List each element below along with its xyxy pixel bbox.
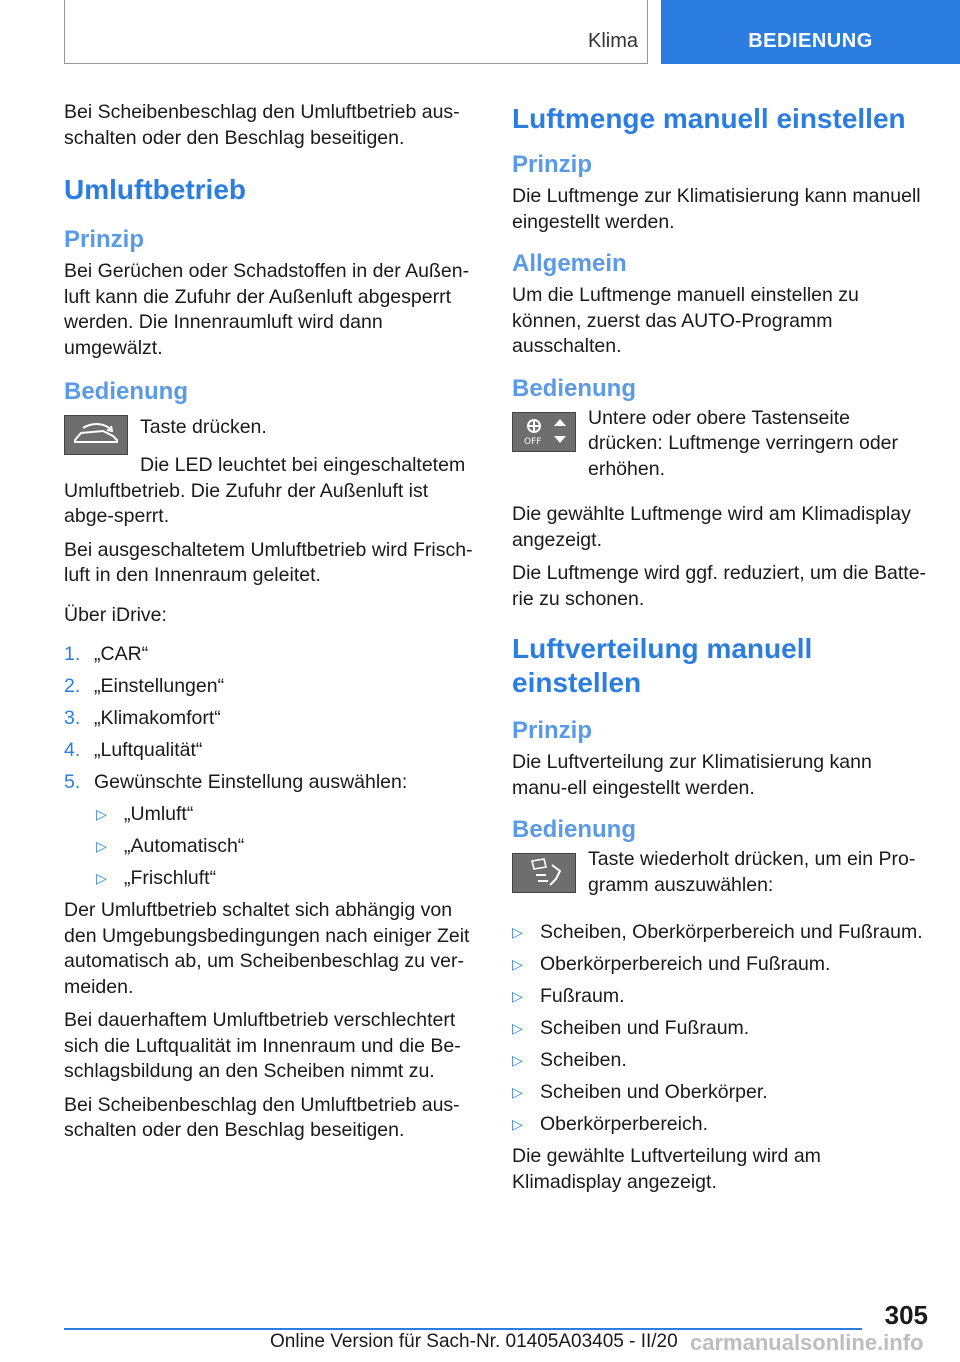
substep-text: „Automatisch“ <box>124 835 245 857</box>
step-number: 1. <box>64 643 81 665</box>
reduziert-text: Die Luftmenge wird ggf. reduziert, um die Batte-rie zu schonen. <box>512 562 927 610</box>
list-item <box>96 834 480 860</box>
triangle-bullet-icon: ▷ <box>512 1084 523 1100</box>
step-text: „CAR“ <box>94 643 149 665</box>
substep-text: „Frischluft“ <box>124 867 217 889</box>
verteilung-prinzip-text: Die Luftverteilung zur Klimatisierung kann manu-ell eingestellt werden. <box>512 751 872 799</box>
list-item <box>512 920 928 946</box>
heading-allgemein: Allgemein <box>512 250 627 277</box>
list-item <box>512 1016 928 1042</box>
intro-text: Bei Scheibenbeschlag den Umluftbetrieb aus-schalten oder den Beschlag beseitigen. <box>64 101 460 149</box>
gewaehlt-text: Die gewählte Luftmenge wird am Klimadisplay angezeigt. <box>512 503 911 551</box>
step-number: 5. <box>64 771 81 793</box>
section-title: Klima <box>587 30 638 52</box>
recirculation-button-icon <box>64 415 128 455</box>
list-item <box>512 1080 928 1106</box>
triangle-bullet-icon: ▷ <box>512 1020 523 1036</box>
program-text: Oberkörperbereich. <box>540 1113 708 1135</box>
fan-off-label: OFF <box>524 436 542 447</box>
fan-button-icon <box>512 412 576 452</box>
end-text: Bei Scheibenbeschlag den Umluftbetrieb aus-schalten oder den Beschlag beseitigen. <box>64 1093 460 1141</box>
heading-prinzip: Prinzip <box>64 226 145 253</box>
heading-bedienung: Bedienung <box>512 816 636 843</box>
fan-button-row <box>512 408 928 491</box>
list-item <box>96 802 480 828</box>
list-item <box>64 674 480 700</box>
triangle-bullet-icon: ▷ <box>96 838 107 854</box>
taste-text: Taste drücken. <box>140 416 267 438</box>
list-item <box>96 866 480 892</box>
program-text: Scheiben und Oberkörper. <box>540 1081 768 1103</box>
step-number: 3. <box>64 707 81 729</box>
heading-bedienung: Bedienung <box>64 378 188 405</box>
heading-prinzip: Prinzip <box>512 717 593 744</box>
program-text: Scheiben, Oberkörperbereich und Fußraum. <box>540 921 923 943</box>
triangle-bullet-icon: ▷ <box>512 988 523 1004</box>
distribution-button-icon <box>512 853 576 893</box>
heading-luftverteilung: Luftverteilung manuell einstellen <box>512 633 813 698</box>
umluft-button-row <box>64 411 480 455</box>
program-text: Fußraum. <box>540 985 625 1007</box>
list-item <box>512 1112 928 1138</box>
triangle-bullet-icon: ▷ <box>512 924 523 940</box>
allgemein-text: Um die Luftmenge manuell einstellen zu können, zuerst das AUTO-Programm ausschalten. <box>512 284 859 357</box>
heading-prinzip: Prinzip <box>512 151 593 178</box>
list-item <box>64 706 480 732</box>
triangle-bullet-icon: ▷ <box>512 956 523 972</box>
heading-umluftbetrieb: Umluftbetrieb <box>64 174 246 205</box>
substep-text: „Umluft“ <box>124 803 194 825</box>
heading-luftmenge: Luftmenge manuell einstellen <box>512 103 906 134</box>
step-text: „Einstellungen“ <box>94 675 225 697</box>
step-number: 4. <box>64 739 81 761</box>
air-distribution-icon <box>516 857 572 889</box>
left-column <box>64 100 480 1152</box>
step-text: „Klimakomfort“ <box>94 707 221 729</box>
idrive-label: Über iDrive: <box>64 603 167 626</box>
program-text: Scheiben. <box>540 1049 627 1071</box>
header-box <box>64 0 648 64</box>
right-column <box>512 100 928 1203</box>
triangle-bullet-icon: ▷ <box>512 1052 523 1068</box>
list-item <box>64 642 480 668</box>
frischluft-text: Bei ausgeschaltetem Umluftbetrieb wird Frisch-luft in den Innenraum geleitet. <box>64 538 473 586</box>
footer-text: Online Version für Sach-Nr. 01405A03405 - II/20 <box>270 1331 678 1352</box>
auto-off-text: Der Umluftbetrieb schaltet sich abhängig von den Umgebungsbedingungen nach einiger Zeit automatisch ab, um Scheibenbeschlag zu ver-meiden. <box>64 899 470 998</box>
dauer-text: Bei dauerhaftem Umluftbetrieb verschlechtert sich die Luftqualität im Innenraum und die Be-schlagsbildung an den Scheiben nimmt zu. <box>64 1009 461 1082</box>
led-text: Die LED leuchtet bei eingeschaltetem Umluftbetrieb. Die Zufuhr der Außenluft ist abge-sperrt. <box>64 454 466 527</box>
list-item <box>64 738 480 764</box>
list-item <box>512 1048 928 1074</box>
step-text: „Luftqualität“ <box>94 739 203 761</box>
idrive-steps <box>64 642 480 796</box>
triangle-bullet-icon: ▷ <box>96 806 107 822</box>
list-item <box>512 952 928 978</box>
step-number: 2. <box>64 675 81 697</box>
program-text: Scheiben und Fußraum. <box>540 1017 750 1039</box>
distribution-taste-text: Taste wiederholt drücken, um ein Pro-gramm auszuwählen: <box>588 848 916 896</box>
car-recirculation-icon <box>69 422 123 448</box>
verteilung-end-text: Die gewählte Luftverteilung wird am Klimadisplay angezeigt. <box>512 1145 821 1193</box>
prinzip-text: Bei Gerüchen oder Schadstoffen in der Außen-luft kann die Zufuhr der Außenluft abgesperrt werden. Die Innenraumluft wird dann umgewälzt. <box>64 260 470 359</box>
fan-taste-text: Untere oder obere Tastenseite drücken: Luftmenge verringern oder erhöhen. <box>588 406 899 480</box>
distribution-programs <box>512 920 928 1138</box>
idrive-substeps <box>64 802 480 892</box>
luftmenge-prinzip-text: Die Luftmenge zur Klimatisierung kann manuell eingestellt werden. <box>512 185 921 233</box>
triangle-bullet-icon: ▷ <box>96 870 107 886</box>
chapter-tab <box>661 0 960 64</box>
step-text: Gewünschte Einstellung auswählen: <box>94 771 408 793</box>
program-text: Oberkörperbereich und Fußraum. <box>540 953 831 975</box>
chapter-tab-label: BEDIENUNG <box>748 29 873 52</box>
triangle-bullet-icon: ▷ <box>512 1116 523 1132</box>
fan-speed-icon <box>516 416 572 448</box>
list-item <box>64 770 480 796</box>
distribution-button-row <box>512 849 928 906</box>
list-item <box>512 984 928 1010</box>
watermark: carmanualsonline.info <box>690 1330 924 1355</box>
heading-bedienung: Bedienung <box>512 374 636 402</box>
page-number: 305 <box>884 1300 928 1330</box>
